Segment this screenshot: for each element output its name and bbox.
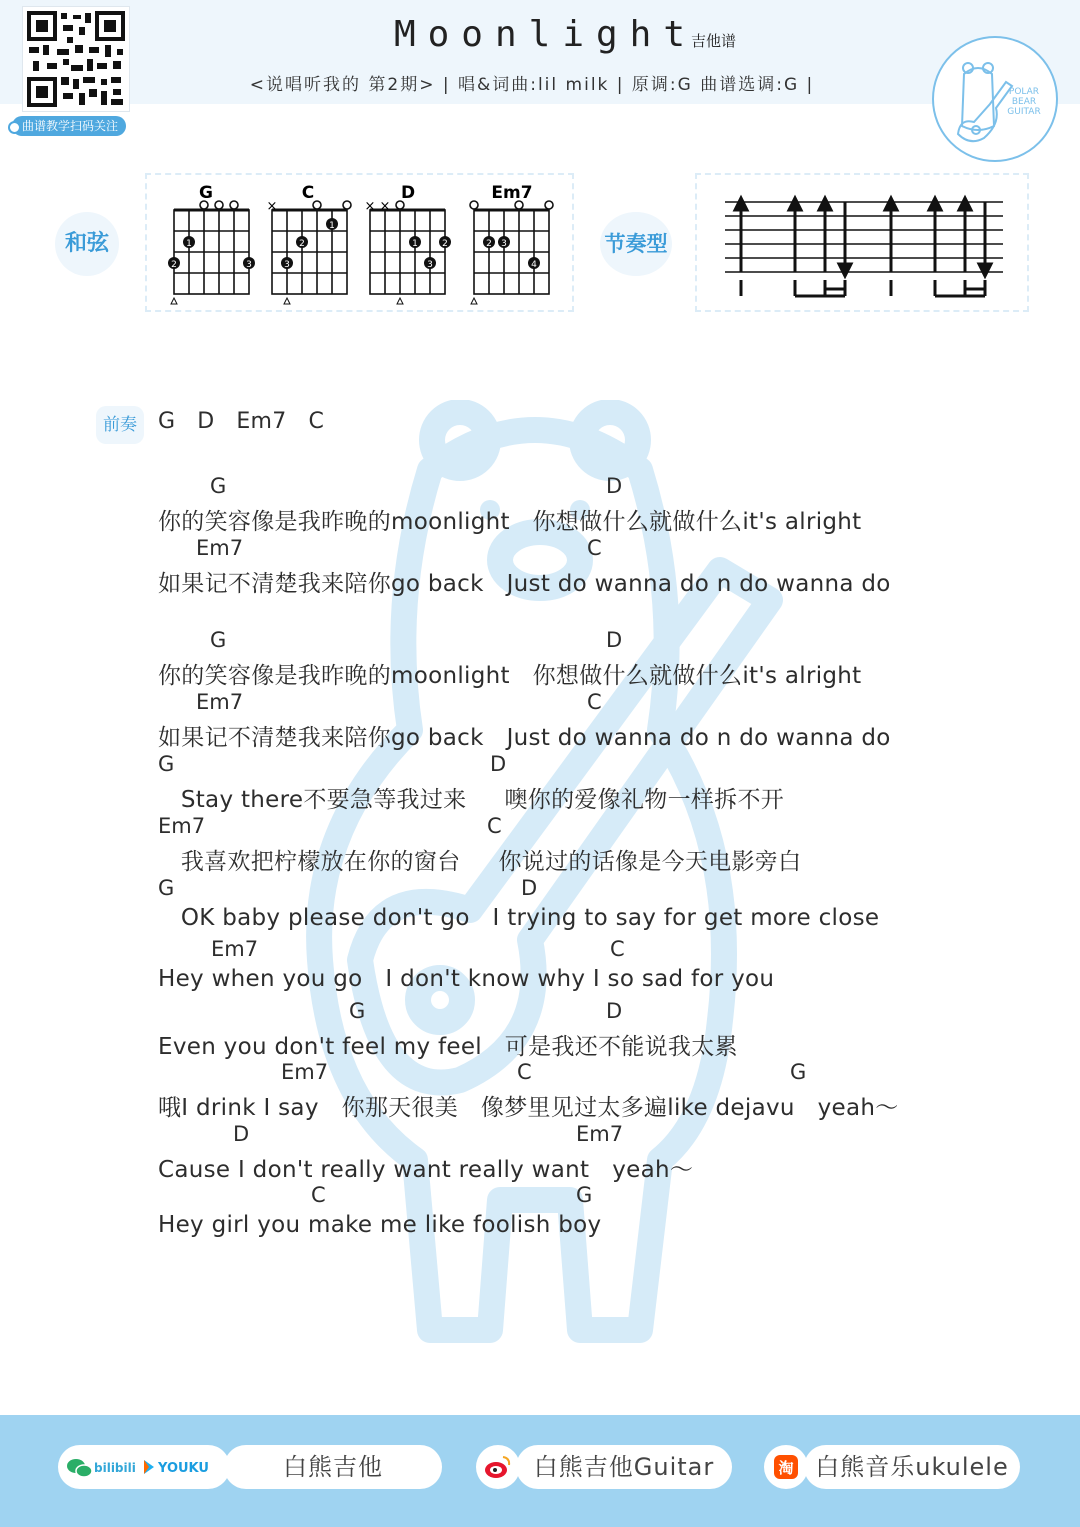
footer-link-taobao[interactable]: 白熊音乐ukulele	[804, 1445, 1020, 1489]
chord-label: G	[790, 1060, 807, 1084]
svg-text:×: ×	[364, 199, 376, 214]
lyric-line: Cause I don't really want really want yeah～	[158, 1157, 694, 1183]
chord-label: Em7	[576, 1122, 624, 1146]
svg-text:2: 2	[171, 260, 177, 270]
chord-label: D	[606, 999, 623, 1023]
youku-icon: YOUKU	[158, 1461, 209, 1476]
svg-text:×: ×	[379, 199, 391, 214]
taobao-button[interactable]	[764, 1445, 808, 1489]
lyric-line: 如果记不清楚我来陪你go back Just do wanna do n do wanna do	[158, 571, 891, 597]
qr-caption: 曲谱教学扫码关注	[12, 116, 126, 136]
chord-name-em7: Em7	[491, 183, 533, 203]
lyric-line: 你的笑容像是我昨晚的moonlight 你想做什么就做什么it's alright	[158, 663, 862, 689]
chord-label: C	[587, 690, 602, 714]
chord-label: G	[210, 628, 227, 652]
chord-label: Em7	[158, 814, 206, 838]
chord-label: G	[210, 474, 227, 498]
bilibili-icon: bilibili	[94, 1461, 136, 1475]
logo-line-1: POLAR	[1008, 87, 1040, 97]
chords-label: 和弦	[55, 212, 119, 276]
wechat-icon	[58, 1445, 230, 1489]
chord-label: C	[487, 814, 502, 838]
chord-label: Em7	[211, 937, 259, 961]
lyric-line: 如果记不清楚我来陪你go back Just do wanna do n do wanna do	[158, 725, 891, 751]
logo-line-3: GUITAR	[1007, 107, 1041, 117]
svg-text:2: 2	[486, 239, 492, 249]
video-platforms[interactable]	[58, 1445, 230, 1489]
intro-label: 前奏	[96, 406, 144, 444]
svg-text:3: 3	[284, 260, 290, 270]
chord-label: D	[606, 474, 623, 498]
chord-name-d: D	[400, 183, 416, 203]
lyric-line: 我喜欢把柠檬放在你的窗台 你说过的话像是今天电影旁白	[158, 849, 802, 875]
svg-text:3: 3	[246, 260, 252, 270]
song-meta: <说唱听我的 第2期> | 唱&词曲:lil milk | 原调:G 曲谱选调:G |	[249, 75, 815, 95]
chord-label: C	[311, 1183, 326, 1207]
svg-text:2: 2	[442, 239, 448, 249]
lyric-line: Hey girl you make me like foolish boy	[158, 1212, 602, 1238]
lyric-line: Even you don't feel my feel 可是我还不能说我太累	[158, 1034, 738, 1060]
footer-link-baixiong-jita[interactable]: 白熊吉他	[224, 1445, 442, 1489]
chord-label: D	[490, 752, 507, 776]
svg-text:4: 4	[531, 260, 537, 270]
svg-text:1: 1	[329, 221, 335, 231]
chord-label: D	[606, 628, 623, 652]
title-suffix: 吉他谱	[691, 32, 737, 50]
chord-label: D	[233, 1122, 250, 1146]
svg-text:2: 2	[299, 239, 305, 249]
chord-label: G	[576, 1183, 593, 1207]
rhythm-label: 节奏型	[600, 212, 672, 276]
chord-label: Em7	[196, 690, 244, 714]
svg-text:淘: 淘	[778, 1459, 794, 1477]
song-title: Moonlight吉他谱	[393, 14, 737, 55]
chord-label: Em7	[281, 1060, 329, 1084]
chord-label: C	[517, 1060, 532, 1084]
lyric-line: OK baby please don't go I trying to say for get more close	[158, 905, 880, 931]
chord-name-c: C	[301, 183, 315, 203]
chord-label: C	[587, 536, 602, 560]
svg-text:1: 1	[412, 239, 418, 249]
lyric-line: 你的笑容像是我昨晚的moonlight 你想做什么就做什么it's alright	[158, 509, 862, 535]
svg-text:1: 1	[186, 239, 192, 249]
weibo-icon	[476, 1445, 520, 1489]
lyric-line: Hey when you go I don't know why I so sad for you	[158, 966, 775, 992]
chord-label: G	[158, 752, 175, 776]
svg-text:3: 3	[427, 260, 433, 270]
mute-marker: ×	[266, 199, 278, 214]
lyric-line: 哦I drink I say 你那天很美 像梦里见过太多遍like dejavu yeah～	[158, 1095, 899, 1121]
svg-text:3: 3	[501, 239, 507, 249]
chord-label: D	[521, 876, 538, 900]
logo-line-2: BEAR	[1011, 97, 1037, 107]
chord-label: C	[610, 937, 625, 961]
chord-label: G	[158, 876, 175, 900]
weibo-button[interactable]	[476, 1445, 520, 1489]
taobao-icon	[764, 1445, 808, 1489]
chord-label: G	[349, 999, 366, 1023]
chord-label: Em7	[196, 536, 244, 560]
lyric-line: Stay there不要急等我过来 噢你的爱像礼物一样拆不开	[158, 787, 785, 813]
intro-chords: G D Em7 C	[158, 409, 325, 434]
footer-link-weibo[interactable]: 白熊吉他Guitar	[516, 1445, 732, 1489]
chord-name-g: G	[199, 183, 213, 203]
